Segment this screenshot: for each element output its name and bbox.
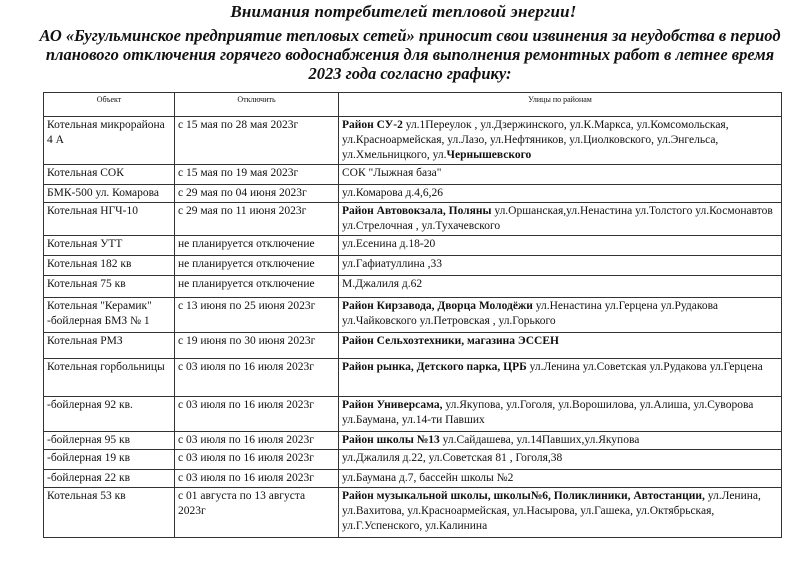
notice-title: Внимания потребителей тепловой энергии! — [230, 2, 577, 21]
column-header-period: Отключить — [175, 93, 339, 117]
street-list: ул.Сайдашева, ул.14Павших,ул.Якупова — [439, 434, 640, 446]
object-name: Котельная 182 кв — [47, 258, 132, 270]
cell-period: с 03 июля по 16 июля 2023г — [175, 450, 339, 470]
object-name: Котельная РМЗ — [47, 335, 123, 347]
cell-streets — [339, 298, 782, 333]
cell-period: с 13 июня по 25 июня 2023г — [175, 298, 339, 333]
district-name: Район Сельхозтехники, магазина ЭССЕН — [342, 335, 559, 347]
table-row — [44, 333, 782, 359]
cell-streets — [339, 359, 782, 397]
table-row — [44, 450, 782, 470]
street-list: ул.Гафиатуллина ,33 — [342, 258, 442, 270]
district-name: Район Универсама, — [342, 399, 443, 411]
cell-period: не планируется отключение — [175, 256, 339, 276]
table-row — [44, 203, 782, 236]
cell-object — [44, 359, 175, 397]
object-name: -бойлерная 22 кв — [47, 472, 130, 484]
object-name: Котельная 53 кв — [47, 490, 126, 502]
district-name: Район Кирзавода, Дворца Молодёжи — [342, 300, 533, 312]
object-name: Котельная НГЧ-10 — [47, 205, 138, 217]
cell-object — [44, 432, 175, 450]
cell-object — [44, 397, 175, 432]
street-list: ул.Баумана д.7, бассейн школы №2 — [342, 472, 514, 484]
table-row — [44, 165, 782, 185]
cell-object — [44, 203, 175, 236]
street-list: ул.Ленина, ул.Вахитова, ул.Красноармейская, ул.Насырова, ул.Гашека, ул.Октябрьская, ул.Г.Успенского, ул.Калинина — [342, 490, 761, 532]
object-name: БМК-500 ул. Комарова — [47, 187, 160, 199]
cell-streets — [339, 117, 782, 165]
district-name: Район Автовокзала, Поляны — [342, 205, 492, 217]
cell-object — [44, 298, 175, 333]
object-name: -бойлерная 92 кв. — [47, 399, 133, 411]
cell-object — [44, 236, 175, 256]
table-row — [44, 185, 782, 203]
cell-streets — [339, 450, 782, 470]
street-list: ул.Якупова, ул.Гоголя, ул.Ворошилова, ул.Алиша, ул.Суворова ул.Баумана, ул.14-ти Павших — [342, 399, 754, 426]
table-row — [44, 117, 782, 165]
object-name: Котельная микрорайона 4 А — [47, 119, 165, 146]
street-list-tail: Чернышевского — [446, 149, 532, 161]
street-list: ул.Оршанская,ул.Ненастина ул.Толстого ул.Космонавтов ул.Стрелочная , ул.Тухачевского — [342, 205, 773, 232]
cell-object — [44, 488, 175, 538]
cell-object — [44, 333, 175, 359]
table-row — [44, 276, 782, 298]
object-sub-name: -бойлерная БМЗ № 1 — [47, 315, 150, 327]
district-name: Район СУ-2 — [342, 119, 403, 131]
street-list: ул.Комарова д.4,6,26 — [342, 187, 444, 199]
cell-streets — [339, 432, 782, 450]
cell-streets — [339, 185, 782, 203]
street-list: ул.Джалиля д.22, ул.Советская 81 , Гоголя,38 — [342, 452, 563, 464]
object-name: Котельная горбольницы — [47, 361, 165, 373]
cell-period: с 29 мая по 04 июня 2023г — [175, 185, 339, 203]
cell-object — [44, 450, 175, 470]
cell-object — [44, 165, 175, 185]
object-name: Котельная "Керамик" — [47, 300, 152, 312]
cell-period: с 03 июля по 16 июля 2023г — [175, 470, 339, 488]
cell-period: с 15 мая по 19 мая 2023г — [175, 165, 339, 185]
table-row — [44, 359, 782, 397]
district-name: Район рынка, Детского парка, ЦРБ — [342, 361, 527, 373]
object-name: Котельная 75 кв — [47, 278, 126, 290]
street-list: ул.Ненастина ул.Герцена ул.Рудакова ул.Чайковского ул.Петровская , ул.Горького — [342, 300, 718, 327]
cell-period: с 03 июля по 16 июля 2023г — [175, 432, 339, 450]
notice-intro: АО «Бугульминское предприятие тепловых сетей» приносит свои извинения за неудобства в период планового отключения горячего водоснабжения для выполнения ремонтных работ в летнее время 2023 года согласно графику: — [39, 26, 781, 83]
cell-object — [44, 256, 175, 276]
cell-period: не планируется отключение — [175, 236, 339, 256]
table-row — [44, 397, 782, 432]
object-name: Котельная СОК — [47, 167, 124, 179]
cell-streets — [339, 236, 782, 256]
street-list: ул.Есенина д.18-20 — [342, 238, 436, 250]
cell-period: с 01 августа по 13 августа 2023г — [175, 488, 339, 538]
cell-object — [44, 276, 175, 298]
table-header-row — [44, 93, 782, 117]
district-name: Район музыкальной школы, школы№6, Поликлиники, Автостанции, — [342, 490, 705, 502]
cell-period: с 03 июля по 16 июля 2023г — [175, 359, 339, 397]
table-row — [44, 470, 782, 488]
cell-streets — [339, 165, 782, 185]
cell-streets — [339, 256, 782, 276]
table-row — [44, 236, 782, 256]
street-list: М.Джалиля д.62 — [342, 278, 423, 290]
column-header-object: Объект — [44, 93, 175, 117]
column-header-streets: Улицы по районам — [339, 93, 782, 117]
street-list: ул.Ленина ул.Советская ул.Рудакова ул.Герцена — [526, 361, 763, 373]
object-name: -бойлерная 19 кв — [47, 452, 130, 464]
cell-object — [44, 470, 175, 488]
cell-streets — [339, 397, 782, 432]
object-name: -бойлерная 95 кв — [47, 434, 130, 446]
cell-streets — [339, 488, 782, 538]
table-row — [44, 432, 782, 450]
cell-period: не планируется отключение — [175, 276, 339, 298]
cell-period: с 19 июня по 30 июня 2023г — [175, 333, 339, 359]
table-row — [44, 298, 782, 333]
cell-period: с 29 мая по 11 июня 2023г — [175, 203, 339, 236]
cell-object — [44, 117, 175, 165]
cell-object — [44, 185, 175, 203]
object-name: Котельная УТТ — [47, 238, 123, 250]
outage-schedule-table — [43, 92, 782, 538]
district-name: Район школы №13 — [342, 434, 440, 446]
cell-streets — [339, 470, 782, 488]
cell-streets — [339, 276, 782, 298]
cell-period: с 03 июля по 16 июля 2023г — [175, 397, 339, 432]
cell-streets — [339, 333, 782, 359]
street-list: ул.1Переулок , ул.Дзержинского, ул.К.Маркса, ул.Комсомольская, ул.Красноармейская, ул.Лазо, ул.Нефтяников, ул.Циолковского, ул.Энгельса, ул.Хмельницкого, ул. — [342, 119, 729, 161]
cell-streets — [339, 203, 782, 236]
table-row — [44, 488, 782, 538]
cell-period: с 15 мая по 28 мая 2023г — [175, 117, 339, 165]
table-row — [44, 256, 782, 276]
street-list: СОК "Лыжная база" — [342, 167, 442, 179]
